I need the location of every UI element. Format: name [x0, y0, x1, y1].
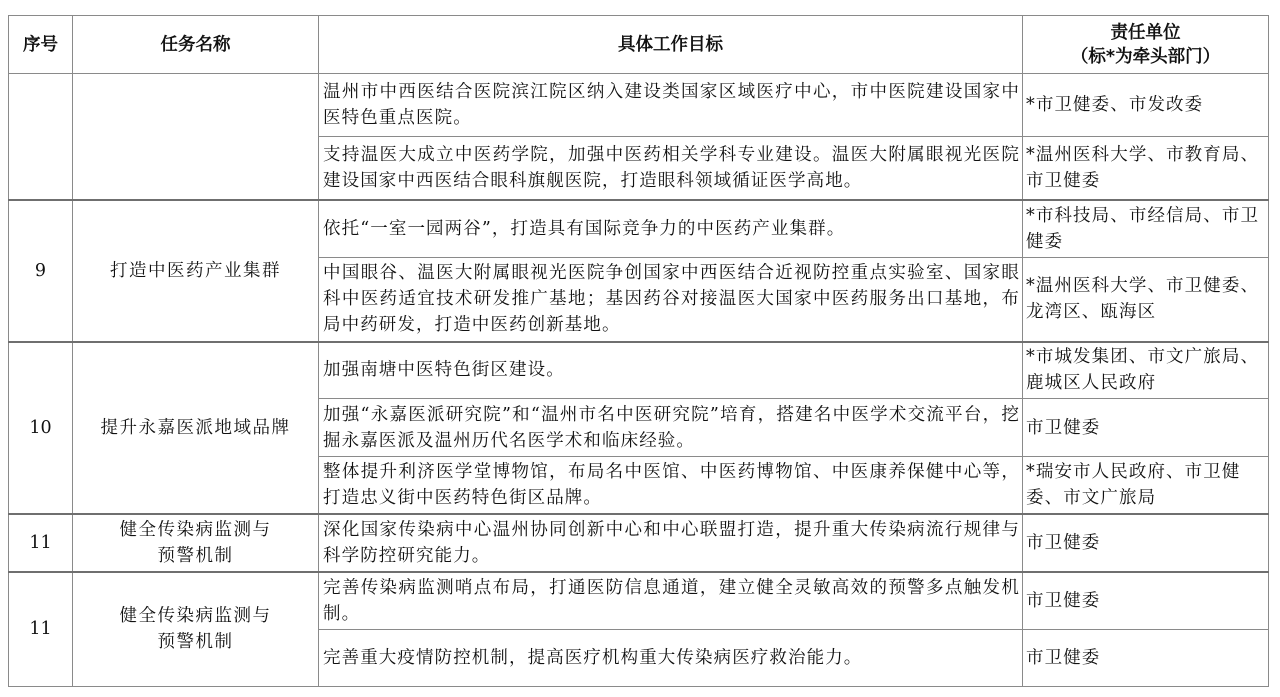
- table-row: [9, 342, 1269, 399]
- group-task-cell: [73, 74, 319, 200]
- header-unit: [1023, 16, 1269, 74]
- target-cell: 完善重大疫情防控机制，提高医疗机构重大传染病医疗救治能力。: [319, 630, 1023, 687]
- group-task-name-line2: 预警机制: [157, 632, 234, 653]
- unit-cell: *瑞安市人民政府、市卫健委、市文广旅局: [1023, 457, 1269, 514]
- table-row: [9, 74, 1269, 137]
- unit-cell: 市卫健委: [1023, 514, 1269, 572]
- target-cell: 温州市中西医结合医院滨江院区纳入建设类国家区域医疗中心，市中医院建设国家中医特色重点医院。: [319, 74, 1023, 137]
- group-num-cell: [9, 514, 73, 572]
- unit-cell: *市城发集团、市文广旅局、鹿城区人民政府: [1023, 342, 1269, 399]
- task-table: [8, 15, 1269, 687]
- group-task-name: 提升永嘉医派地域品牌: [100, 417, 291, 438]
- group-task-cell: [73, 514, 319, 572]
- group-num: 10: [29, 417, 52, 438]
- group-task-name-line2: 预警机制: [157, 545, 234, 566]
- group-task-name-line1: 健全传染病监测与: [119, 519, 272, 540]
- target-cell: 加强“永嘉医派研究院”和“温州市名中医研究院”培育，搭建名中医学术交流平台，挖掘永嘉医派及温州历代名医学术和临床经验。: [319, 399, 1023, 457]
- unit-cell: *市卫健委、市发改委: [1023, 74, 1269, 137]
- group-task-cell: [73, 200, 319, 342]
- group-num-cell: [9, 342, 73, 514]
- group-num-cell: [9, 200, 73, 342]
- unit-cell: *温州医科大学、市教育局、市卫健委: [1023, 137, 1269, 200]
- target-cell: 中国眼谷、温医大附属眼视光医院争创国家中西医结合近视防控重点实验室、国家眼科中医药适宜技术研发推广基地；基因药谷对接温医大国家中医药服务出口基地，布局中药研发，打造中医药创新基地。: [319, 258, 1023, 342]
- group-task-cell: [73, 342, 319, 514]
- header-num: 序号: [9, 16, 73, 74]
- target-cell: 依托“一室一园两谷”，打造具有国际竞争力的中医药产业集群。: [319, 200, 1023, 258]
- unit-cell: 市卫健委: [1023, 630, 1269, 687]
- unit-cell: 市卫健委: [1023, 572, 1269, 630]
- unit-cell: *市科技局、市经信局、市卫健委: [1023, 200, 1269, 258]
- group-task-name: 打造中医药产业集群: [110, 260, 281, 281]
- group-task-name-line1: 健全传染病监测与: [119, 606, 272, 627]
- group-num: 11: [29, 532, 52, 553]
- target-cell: 支持温医大成立中医药学院，加强中医药相关学科专业建设。温医大附属眼视光医院建设国家中西医结合眼科旗舰医院，打造眼科领域循证医学高地。: [319, 137, 1023, 200]
- unit-cell: 市卫健委: [1023, 399, 1269, 457]
- header-target: 具体工作目标: [319, 16, 1023, 74]
- group-task-cell: [73, 572, 319, 687]
- group-num: 9: [34, 260, 47, 281]
- unit-cell: *温州医科大学、市卫健委、龙湾区、瓯海区: [1023, 258, 1269, 342]
- group-num-cell: [9, 572, 73, 687]
- target-cell: 完善传染病监测哨点布局，打通医防信息通道，建立健全灵敏高效的预警多点触发机制。: [319, 572, 1023, 630]
- group-num-cell: [9, 74, 73, 200]
- table-row: [9, 572, 1269, 630]
- target-cell: 加强南塘中医特色街区建设。: [319, 342, 1023, 399]
- header-unit-note: （标*为牵头部门）: [1070, 46, 1221, 67]
- header-row: [9, 16, 1269, 74]
- target-cell: 整体提升利济医学堂博物馆，布局名中医馆、中医药博物馆、中医康养保健中心等，打造忠义街中医药特色街区品牌。: [319, 457, 1023, 514]
- table-row: [9, 200, 1269, 258]
- header-unit-title: 责任单位: [1110, 22, 1181, 43]
- header-task: 任务名称: [73, 16, 319, 74]
- table-row: [9, 514, 1269, 572]
- group-num: 11: [29, 619, 52, 640]
- target-cell: 深化国家传染病中心温州协同创新中心和中心联盟打造，提升重大传染病流行规律与科学防控研究能力。: [319, 514, 1023, 572]
